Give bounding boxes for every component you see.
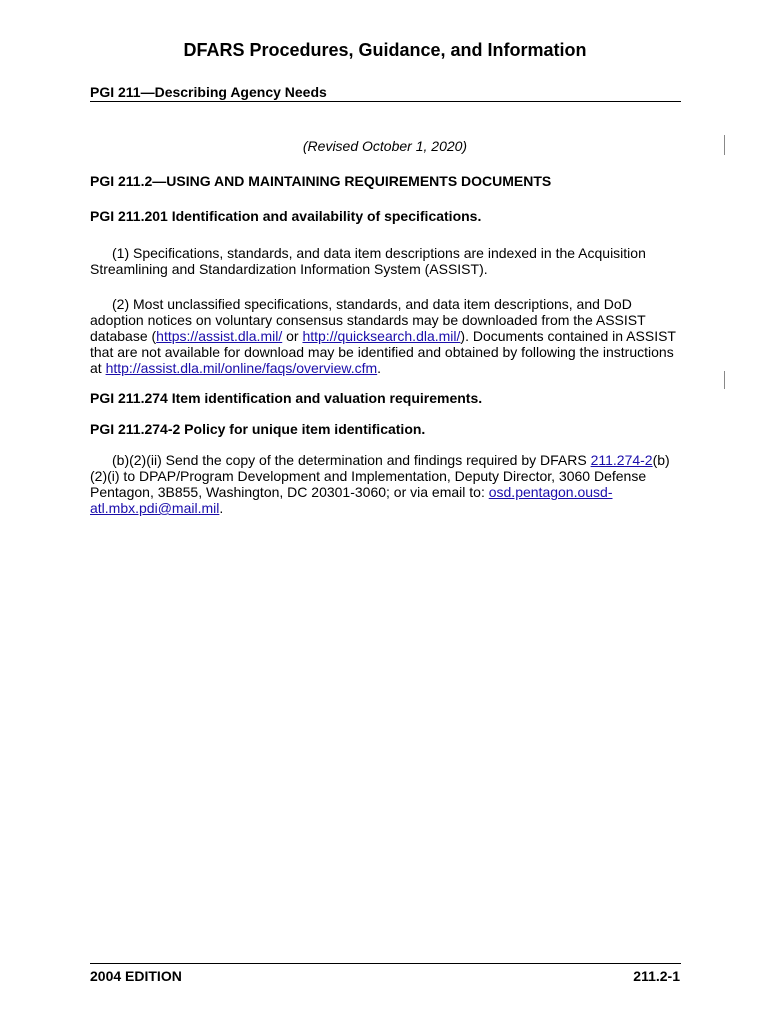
header-rule bbox=[90, 101, 681, 102]
paragraph-211-274-2 bbox=[90, 452, 680, 516]
footer-page-number: 211.2-1 bbox=[633, 968, 680, 984]
section-heading-211-274: PGI 211.274 Item identification and valuation requirements. bbox=[90, 390, 483, 406]
paragraph-211-201-1: (1) Specifications, standards, and data item descriptions are indexed in the Acquisition Streamlining and Standardization Information System (ASSIST). bbox=[90, 245, 646, 277]
change-bar bbox=[724, 135, 725, 155]
text-span: or bbox=[282, 328, 303, 344]
assist-link[interactable]: https://assist.dla.mil/ bbox=[156, 328, 283, 344]
text-span: (b)(2)(i) to DPAP/Program Development and Implementation, Deputy Director, 3060 Defense Pentagon, 3B855, Washington, DC 20301-3060; or via email to: bbox=[90, 452, 670, 500]
dfars-211-274-2-link[interactable]: 211.274-2 bbox=[590, 452, 653, 468]
section-heading-211-201: PGI 211.201 Identification and availability of specifications. bbox=[90, 208, 482, 224]
part-heading: PGI 211—Describing Agency Needs bbox=[90, 84, 327, 100]
revised-date: (Revised October 1, 2020) bbox=[302, 138, 468, 154]
change-bar bbox=[724, 371, 725, 389]
text-span: ). Documents contained in ASSIST that are not available for download may be identified and obtained by following the instructions at bbox=[90, 328, 676, 376]
email-link[interactable]: osd.pentagon.ousd-atl.mbx.pdi@mail.mil bbox=[90, 484, 613, 516]
page-title: DFARS Procedures, Guidance, and Information bbox=[183, 40, 587, 60]
quicksearch-link[interactable]: http://quicksearch.dla.mil/ bbox=[302, 328, 461, 344]
footer-edition: 2004 EDITION bbox=[90, 968, 182, 984]
subpart-heading: PGI 211.2—USING AND MAINTAINING REQUIREMENTS DOCUMENTS bbox=[90, 173, 552, 189]
text-span: (2) Most unclassified specifications, standards, and data item descriptions, and DoD adoption notices on voluntary consensus standards may be downloaded from the ASSIST database ( bbox=[90, 296, 646, 344]
text-span: (b)(2)(ii) Send the copy of the determination and findings required by DFARS bbox=[112, 452, 591, 468]
section-heading-211-274-2: PGI 211.274-2 Policy for unique item identification. bbox=[90, 421, 426, 437]
footer-rule bbox=[90, 963, 681, 964]
paragraph-211-201-2 bbox=[90, 296, 680, 376]
text-span: . bbox=[219, 500, 224, 516]
faq-overview-link[interactable]: http://assist.dla.mil/online/faqs/overview.cfm bbox=[105, 360, 378, 376]
text-span: . bbox=[377, 360, 382, 376]
